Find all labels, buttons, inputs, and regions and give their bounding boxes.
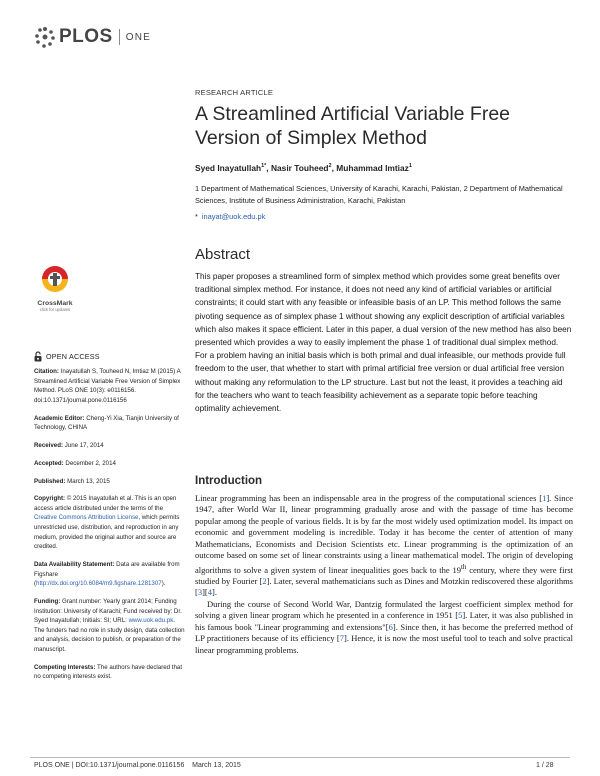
author-name[interactable]: Muhammad Imtiaz: [336, 163, 409, 173]
logo-divider: [119, 29, 120, 45]
author-name[interactable]: Nasir Touheed: [270, 163, 329, 173]
article-title: A Streamlined Artificial Variable Free Version of Simplex Method: [195, 103, 511, 149]
affiliations: 1 Department of Mathematical Sciences, University of Karachi, Karachi, Pakistan, 2 Department of Mathematical Sciences, Institute of Business Administration, Karachi, Pakistan: [195, 184, 563, 205]
article-sidebar: [34, 367, 186, 690]
introduction-heading: Introduction: [195, 475, 263, 487]
funding-url-link[interactable]: www.uok.edu.pk: [128, 617, 174, 625]
citation-ref[interactable]: 7: [339, 633, 344, 644]
corresponding-email: [195, 212, 265, 221]
abstract-text: This paper proposes a streamlined form of simplex method which provides some great benefits over traditional simplex method. For instance, it does not need any kind of artificial variables or artificial constraints; it could start with any feasible or infeasible basis of an LP. This method follows the same pivoting sequence as of simplex phase 1 without showing any explicit description of artificial variables which also makes it space efficient. Later in this paper, a dual version of the new method has also been presented which provides a way to easily implement the phase 1 of traditional dual simplex method. For a problem having an initial basis which is both primal and dual infeasible, our methods provide full freedom to the user, that whether to start with primal artificial free version or dual artificial free version without making any reformulation to the LP structure. Last but not the least, it provides a teaching aid for the teachers who want to teach feasibility achievement as a separate topic before teaching optimality achievement.: [195, 272, 572, 414]
license-link[interactable]: Creative Commons Attribution License: [34, 514, 139, 522]
competing-interests: Competing Interests: The authors have declared that no competing interests exist.: [34, 663, 183, 681]
citation-ref[interactable]: 3: [197, 587, 203, 598]
crossmark-label: CrossMark: [37, 300, 73, 307]
figshare-link[interactable]: http://dx.doi.org/10.6084/m9.figshare.1281307: [36, 580, 162, 588]
published-date: Published: March 13, 2015: [34, 477, 110, 485]
intro-paragraph: Linear programming has been an indispensable area in the progress of the computational sciences [1]. Since 1947, after World War II, linear programming gradually arose and with the passage of time has become popular among the people of various fields. It is by far the most widely used optimization model. Its impact on economic and government modeling is incredible. Today it has become the center of attention of many Mathematicians, Economists and Decision Scientists etc. Linear programming is the optimization of an outcome based on some set of linear constraints using a linear mathematical model. The origin of developing algorithms to solve a given system of linear inequalities goes back to the 19th century, where they were first studied by Fourier [2]. Later, several mathematicians such as Dines and Motzkin rediscovered these algorithms [3][4].: [195, 493, 573, 598]
author-sup: 2: [328, 163, 332, 170]
citation-ref[interactable]: 5: [458, 610, 463, 621]
article-type: RESEARCH ARTICLE: [195, 88, 274, 97]
citation-ref[interactable]: 1: [542, 493, 547, 503]
intro-paragraph: During the course of Second World War, Dantzig formulated the largest coefficient simplex method for solving a given linear program which he presented in a conference in 1951 [5]. Later, it was also published in his famous book "Linear programming and extensions"[6]. Since then, it has become the preferred method of LP practitioners because of its efficiency [7]. Hence, it is now the most useful tool to teach and solve practical linear programming problems.: [195, 598, 574, 655]
citation-ref[interactable]: 4: [207, 587, 213, 598]
crossmark-sublabel: click for updates: [39, 307, 71, 312]
crossmark-icon: [40, 264, 70, 294]
author-sup: 1: [408, 163, 412, 170]
citation: Citation: Inayatullah S, Touheed N, Imtiaz M (2015) A Streamlined Artificial Variable Free Version of Simplex Method. PLoS ONE 10(3): e0116156. doi:10.1371/journal.pone.0116156: [34, 368, 181, 404]
abstract-heading: Abstract: [195, 246, 251, 263]
open-lock-icon: [34, 351, 42, 362]
citation-ref[interactable]: 6: [388, 621, 393, 632]
data-availability: Data Availability Statement: Data are available from Figshare (http://dx.doi.org/10.6084/m9.figshare.1281307).: [34, 561, 180, 588]
introduction-body: [195, 493, 573, 656]
funding: Funding: Grant number: Yearly grant 2014; Funding Institution: University of Karachi; Fund received by: Dr. Syed Inayatullah; Initials: SI; URL: www.uok.edu.pk. The funders had no role in study design, data collection and analysis, decision to publish, or preparation of the manuscript.: [34, 598, 185, 653]
logo-text: PLOS: [59, 26, 113, 47]
copyright: Copyright: © 2015 Inayatullah et al. This is an open access article distributed under the terms of the Creative Commons Attribution License, which permits unrestricted use, distribution, and reproduction in any medium, provided the original author and source are credited.: [34, 495, 180, 551]
accepted-date: Accepted: December 2, 2014: [34, 459, 116, 467]
author-sup: 1*: [261, 163, 267, 170]
footer-divider: [30, 757, 570, 758]
footer-citation: PLOS ONE | DOI:10.1371/journal.pone.0116156 March 13, 2015: [34, 762, 241, 769]
logo-journal: ONE: [125, 31, 152, 43]
crossmark-badge[interactable]: [35, 264, 75, 312]
plos-dots-icon: [34, 26, 56, 48]
author-list: Syed Inayatullah$^{1*}$, Nasir Touheed$^2$, Muhammad Imtiaz$^1$: [195, 163, 412, 173]
citation-ref[interactable]: 2: [262, 576, 267, 586]
open-access-badge: [34, 351, 100, 362]
page-number: 1 / 28: [536, 762, 554, 769]
author-name[interactable]: Syed Inayatullah: [195, 163, 262, 173]
email-link[interactable]: inayat@uok.edu.pk: [201, 212, 266, 221]
received-date: Received: June 17, 2014: [34, 441, 104, 449]
plos-one-logo[interactable]: [34, 26, 151, 48]
open-access-label: OPEN ACCESS: [46, 352, 100, 361]
academic-editor: Academic Editor: Cheng-Yi Xia, Tianjin University of Technology, CHINA: [34, 414, 179, 432]
email-marker: *: [195, 212, 198, 221]
